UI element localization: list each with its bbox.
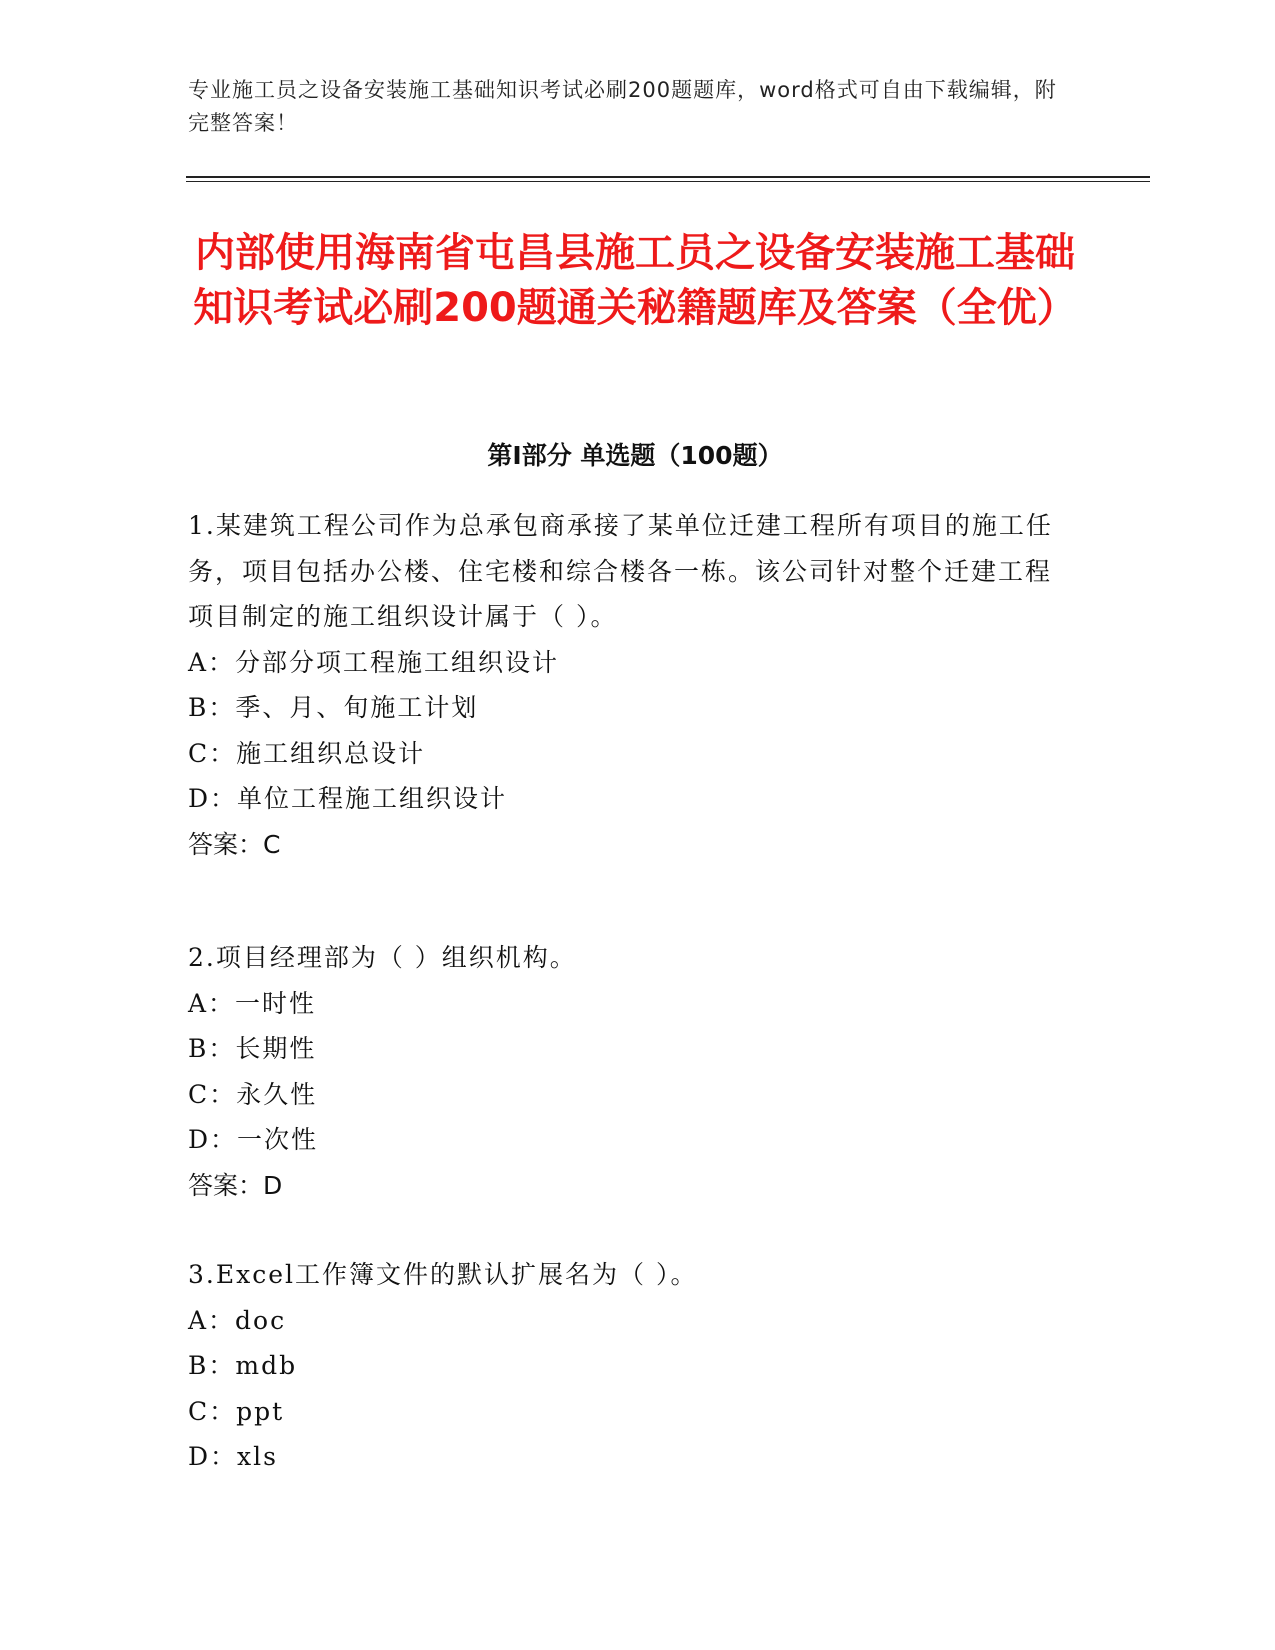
option-c: C：施工组织总设计 (188, 738, 426, 768)
header-note: 专业施工员之设备安装施工基础知识考试必刷200题题库，word格式可自由下载编辑，附完整答案！ (188, 78, 1057, 135)
option-b: B：mdb (188, 1351, 298, 1380)
option-a: A：分部分项工程施工组织设计 (188, 647, 560, 677)
answer: 答案：D (188, 1170, 283, 1200)
header-rule-thick (186, 176, 1150, 178)
question-text: 2.项目经理部为（ ）组织机构。 (188, 943, 577, 972)
question-text: 1.某建筑工程公司作为总承包商承接了某单位迁建工程所有项目的施工任务，项目包括办公楼、住宅楼和综合楼各一栋。该公司针对整个迁建工程项目制定的施工组织设计属于（ ）。 (188, 511, 1053, 631)
question-3 (188, 1252, 1068, 1480)
question-text: 3.Excel工作簿文件的默认扩展名为（ ）。 (188, 1260, 698, 1289)
option-c: C：永久性 (188, 1079, 318, 1109)
document-title: 内部使用海南省屯昌县施工员之设备安装施工基础知识考试必刷200题通关秘籍题库及答案（全优） (193, 230, 1077, 331)
option-d: D：一次性 (188, 1125, 319, 1154)
question-1 (188, 503, 1068, 867)
answer: 答案：C (188, 829, 281, 859)
option-a: A：一时性 (188, 988, 317, 1018)
option-d: D：xls (188, 1442, 278, 1471)
header-rule-thin (186, 181, 1150, 182)
option-a: A：doc (188, 1305, 287, 1335)
option-b: B：季、月、旬施工计划 (188, 693, 479, 722)
option-d: D：单位工程施工组织设计 (188, 784, 508, 813)
option-c: C：ppt (188, 1396, 285, 1426)
section-title: 第Ⅰ部分 单选题（100题） (487, 441, 783, 470)
question-2 (188, 935, 1068, 1208)
option-b: B：长期性 (188, 1034, 317, 1063)
